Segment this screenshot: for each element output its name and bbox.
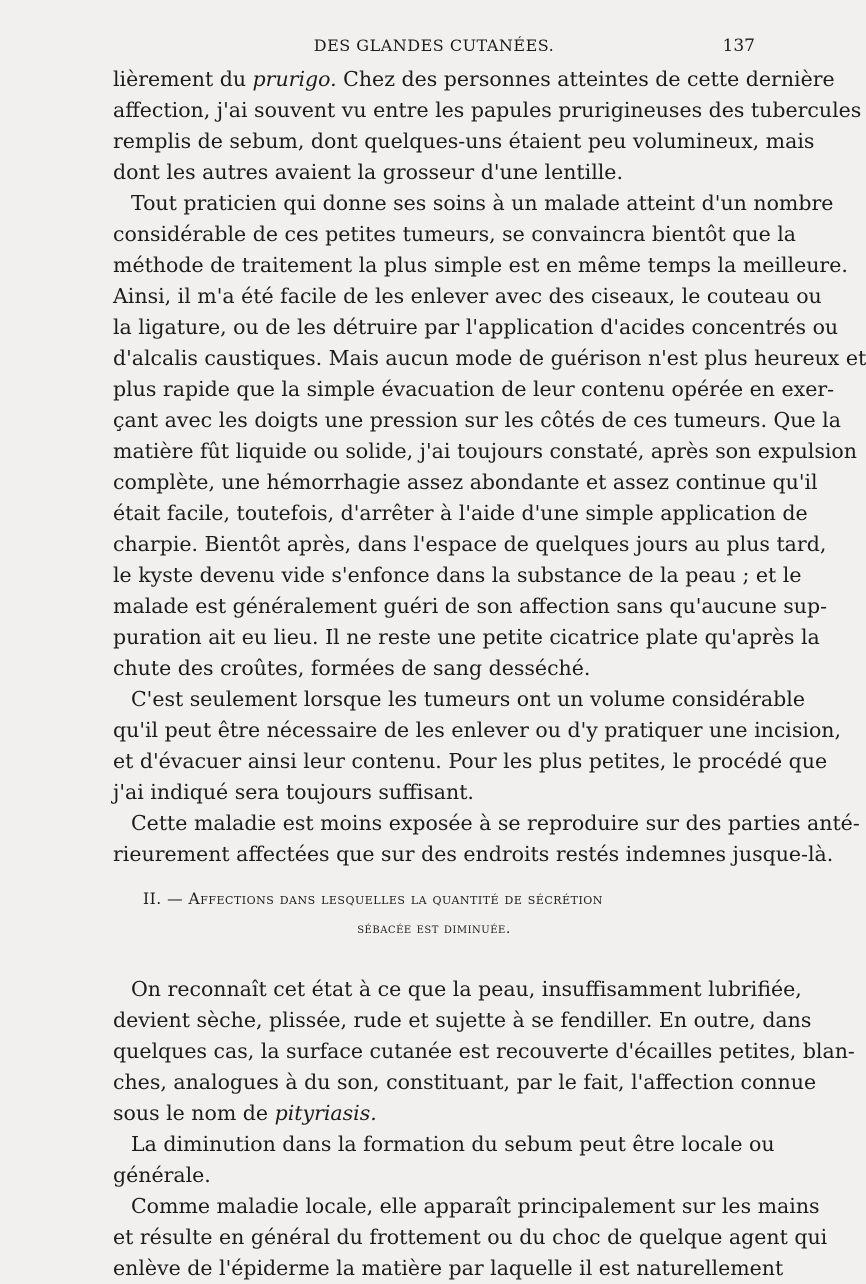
paragraph (113, 974, 855, 1129)
section-heading-line (113, 884, 755, 914)
spacer (113, 944, 755, 974)
italic-term: prurigo. (252, 67, 337, 91)
text-line: Cette maladie est moins exposée à se reproduire sur des parties anté- (131, 811, 860, 835)
text-line: plus rapide que la simple évacuation de leur contenu opérée en exer- (113, 377, 835, 401)
italic-term: pityriasis. (274, 1101, 377, 1125)
text-line: quelques cas, la surface cutanée est recouverte d'écailles petites, blan- (113, 1039, 855, 1063)
text-line: Comme maladie locale, elle apparaît principalement sur les mains (131, 1194, 820, 1218)
body-text (113, 64, 866, 1284)
text-line: malade est généralement guéri de son affection sans qu'aucune sup- (113, 594, 828, 618)
paragraph (113, 64, 862, 188)
text-line: ches, analogues à du son, constituant, par le fait, l'affection connue (113, 1070, 817, 1094)
text-line: La diminution dans la formation du sebum peut être locale ou (131, 1132, 775, 1156)
text-line: çant avec les doigts une pression sur les côtés de ces tumeurs. Que la (113, 408, 841, 432)
text-line: matière fût liquide ou solide, j'ai toujours constaté, après son expulsion (113, 439, 857, 463)
text-line: puration ait eu lieu. Il ne reste une petite cicatrice plate qu'après la (113, 625, 820, 649)
text-line: affection, j'ai souvent vu entre les papules prurigineuses des tubercules (113, 98, 862, 122)
spacer (113, 870, 755, 884)
text-line: remplis de sebum, dont quelques-uns étaient peu volumineux, mais (113, 129, 815, 153)
text-line: devient sèche, plissée, rude et sujette à se fendiller. En outre, dans (113, 1008, 812, 1032)
text-line: considérable de ces petites tumeurs, se convaincra bientôt que la (113, 222, 797, 246)
text-line: Tout praticien qui donne ses soins à un malade atteint d'un nombre (131, 191, 834, 215)
text-line: générale. (113, 1163, 211, 1187)
section-title-continued: sébacée est diminuée. (357, 921, 511, 937)
text-line: sous le nom de pityriasis. (113, 1101, 377, 1125)
paragraph (113, 188, 866, 684)
text-line: qu'il peut être nécessaire de les enlever ou d'y pratiquer une incision, (113, 718, 842, 742)
text-line: était facile, toutefois, d'arrêter à l'aide d'une simple application de (113, 501, 808, 525)
section-heading-line (113, 914, 755, 944)
section-heading (113, 884, 755, 944)
text-line: charpie. Bientôt après, dans l'espace de quelques jours au plus tard, (113, 532, 827, 556)
page-header (113, 36, 755, 60)
text-line: j'ai indiqué sera toujours suffisant. (113, 780, 474, 804)
text-line: et d'évacuer ainsi leur contenu. Pour les plus petites, le procédé que (113, 749, 828, 773)
section-title: Affections dans lesquelles la quantité de sécrétion (188, 890, 603, 908)
text-line: la ligature, ou de les détruire par l'application d'acides concentrés ou (113, 315, 839, 339)
text-line: Ainsi, il m'a été facile de les enlever avec des ciseaux, le couteau ou (113, 284, 822, 308)
text-line: On reconnaît cet état à ce que la peau, insuffisamment lubrifiée, (131, 977, 802, 1001)
text-line: chute des croûtes, formées de sang desséché. (113, 656, 591, 680)
text-line: d'alcalis caustiques. Mais aucun mode de guérison n'est plus heureux et (113, 346, 866, 370)
paragraph (113, 1191, 828, 1284)
section-number: II. — (143, 890, 189, 908)
text-line: rieurement affectées que sur des endroits restés indemnes jusque-là. (113, 842, 834, 866)
paragraph (113, 808, 860, 870)
text-line: complète, une hémorrhagie assez abondante et assez continue qu'il (113, 470, 818, 494)
text-line: C'est seulement lorsque les tumeurs ont un volume considérable (131, 687, 805, 711)
running-head: DES GLANDES CUTANÉES. (313, 36, 555, 55)
page-number: 137 (722, 36, 755, 56)
text-line: et résulte en général du frottement ou du choc de quelque agent qui (113, 1225, 828, 1249)
text-line: le kyste devenu vide s'enfonce dans la substance de la peau ; et le (113, 563, 802, 587)
paragraph (113, 684, 842, 808)
text-line: enlève de l'épiderme la matière par laquelle il est naturellement (113, 1256, 784, 1280)
paragraph (113, 1129, 775, 1191)
text-line: lièrement du prurigo. Chez des personnes atteintes de cette dernière (113, 67, 835, 91)
text-line: dont les autres avaient la grosseur d'une lentille. (113, 160, 623, 184)
text-line: méthode de traitement la plus simple est en même temps la meilleure. (113, 253, 848, 277)
